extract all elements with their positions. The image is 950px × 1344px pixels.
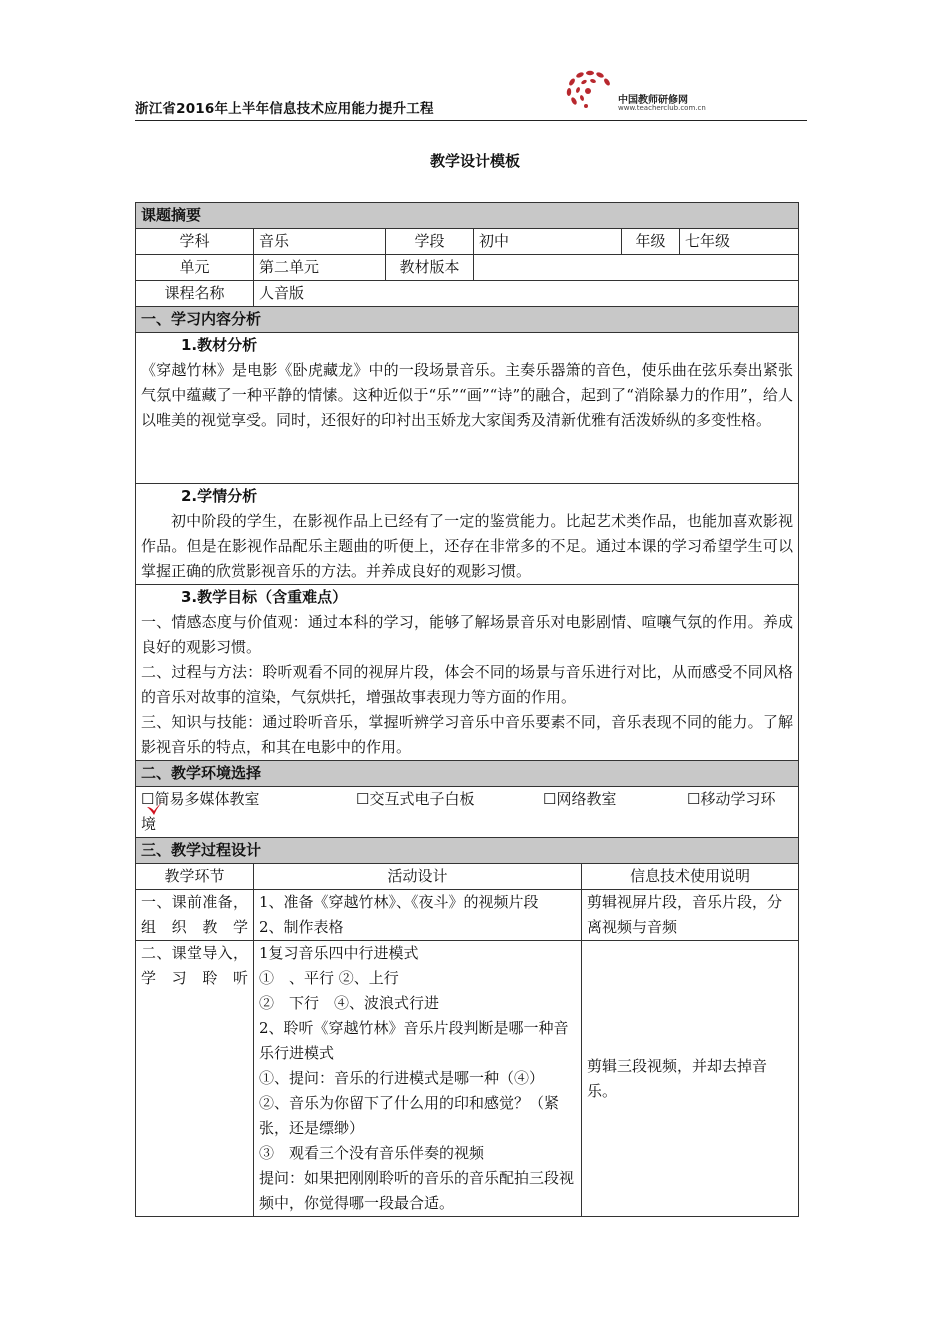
section-process: 三、教学过程设计 bbox=[136, 838, 799, 864]
document-title: 教学设计模板 bbox=[429, 152, 520, 170]
stage-label: 学段 bbox=[386, 229, 474, 255]
activity-line: ② 下行 ④、波浪式行进 bbox=[259, 994, 440, 1012]
stage-cell: 二、课堂导入，学习聆听 bbox=[136, 941, 254, 1217]
activity-line: ① 、平行 ②、上行 bbox=[259, 969, 399, 987]
section-environment: 二、教学环境选择 bbox=[136, 761, 799, 787]
goal-process: 二、过程与方法：聆听观看不同的视屏片段，体会不同的场景与音乐进行对比，从而感受不同风格的音乐对故事的渲染，气氛烘托，增强故事表现力等方面的作用。 bbox=[141, 663, 794, 706]
material-analysis-heading: 1.教材分析 bbox=[181, 336, 258, 354]
logo-url: www.teacherclub.com.cn bbox=[618, 104, 706, 112]
option-simple-multimedia[interactable]: ☐简易多媒体教室 bbox=[141, 790, 260, 808]
subject-label: 学科 bbox=[136, 229, 254, 255]
goal-emotion: 一、情感态度与价值观：通过本科的学习，能够了解场景音乐对电影剧情、喧嚷气氛的作用。养成良好的观影习惯。 bbox=[141, 613, 794, 656]
course-label: 课程名称 bbox=[136, 281, 254, 307]
activity-line: ②、音乐为你留下了什么用的印和感觉？（紧张，还是缥缈） bbox=[259, 1094, 560, 1137]
activity-line: 2、聆听《穿越竹林》音乐片段判断是哪一种音乐行进模式 bbox=[259, 1019, 569, 1062]
checkmark-icon bbox=[145, 795, 171, 817]
teacherclub-logo bbox=[560, 66, 760, 118]
learner-analysis-heading: 2.学情分析 bbox=[181, 487, 258, 505]
activity-line: 2、制作表格 bbox=[259, 918, 344, 936]
activity-line: 提问：如果把刚刚聆听的音乐的音乐配拍三段视频中，你觉得哪一段最合适。 bbox=[259, 1169, 575, 1212]
environment-options bbox=[141, 787, 793, 837]
textbook-label: 教材版本 bbox=[386, 255, 474, 281]
subject-value: 音乐 bbox=[254, 229, 386, 255]
unit-label: 单元 bbox=[136, 255, 254, 281]
grade-value: 七年级 bbox=[680, 229, 799, 255]
project-title: 浙江省2016年上半年信息技术应用能力提升工程 bbox=[135, 101, 434, 117]
tech-cell: 剪辑视屏片段，音乐片段，分离视频与音频 bbox=[582, 890, 799, 941]
activity-line: ①、提问：音乐的行进模式是哪一种（④） bbox=[259, 1069, 545, 1087]
option-mobile-learning[interactable]: ☐移动学习环 bbox=[687, 790, 776, 808]
section-summary: 课题摘要 bbox=[136, 203, 799, 229]
tech-cell: 剪辑三段视频，并却去掉音乐。 bbox=[582, 941, 799, 1217]
teaching-goals-heading: 3.教学目标（含重难点） bbox=[181, 588, 348, 606]
activity-cell bbox=[254, 941, 582, 1217]
option-wrap-text: 境 bbox=[141, 815, 157, 833]
stage-cell: 一、课前准备，组织教学 bbox=[136, 890, 254, 941]
activity-line: ③ 观看三个没有音乐伴奏的视频 bbox=[259, 1144, 485, 1162]
course-value: 人音版 bbox=[254, 281, 799, 307]
unit-value: 第二单元 bbox=[254, 255, 386, 281]
activity-cell bbox=[254, 890, 582, 941]
textbook-value bbox=[474, 255, 799, 281]
material-analysis-text: 《穿越竹林》是电影《卧虎藏龙》中的一段场景音乐。主奏乐器箫的音色，使乐曲在弦乐奏出紧张气氛中蕴藏了一种平静的情愫。这种近似于“乐”“画”“诗”的融合，起到了“消除暴力的作用”，给人以唯美的视觉享受。同时，还很好的印衬出玉娇龙大家闺秀及清新优雅有活泼娇纵的多变性格。 bbox=[141, 361, 794, 429]
grade-label: 年级 bbox=[622, 229, 680, 255]
goal-knowledge: 三、知识与技能：通过聆听音乐，掌握听辨学习音乐中音乐要素不同，音乐表现不同的能力。了解影视音乐的特点，和其在电影中的作用。 bbox=[141, 713, 794, 756]
option-network-classroom[interactable]: ☐网络教室 bbox=[543, 790, 617, 808]
activity-line: 1、准备《穿越竹林》、《夜斗》的视频片段 bbox=[259, 893, 539, 911]
col-header-tech: 信息技术使用说明 bbox=[582, 864, 799, 890]
learner-analysis-text: 初中阶段的学生，在影视作品上已经有了一定的鉴赏能力。比起艺术类作品，也能加喜欢影视作品。但是在影视作品配乐主题曲的听便上，还存在非常多的不足。通过本课的学习希望学生可以掌握正确的欣赏影视音乐的方法。并养成良好的观影习惯。 bbox=[141, 512, 794, 580]
logo-name: 中国教师研修网 bbox=[618, 95, 688, 106]
activity-line: 1复习音乐四中行进模式 bbox=[259, 944, 419, 962]
col-header-stage: 教学环节 bbox=[136, 864, 254, 890]
lesson-plan-table bbox=[135, 202, 799, 1217]
page-header bbox=[135, 60, 807, 121]
section-content-analysis: 一、学习内容分析 bbox=[136, 307, 799, 333]
option-interactive-whiteboard[interactable]: ☐交互式电子白板 bbox=[356, 790, 475, 808]
col-header-activity: 活动设计 bbox=[254, 864, 582, 890]
logo-flower-icon bbox=[560, 66, 620, 111]
stage-value: 初中 bbox=[474, 229, 622, 255]
